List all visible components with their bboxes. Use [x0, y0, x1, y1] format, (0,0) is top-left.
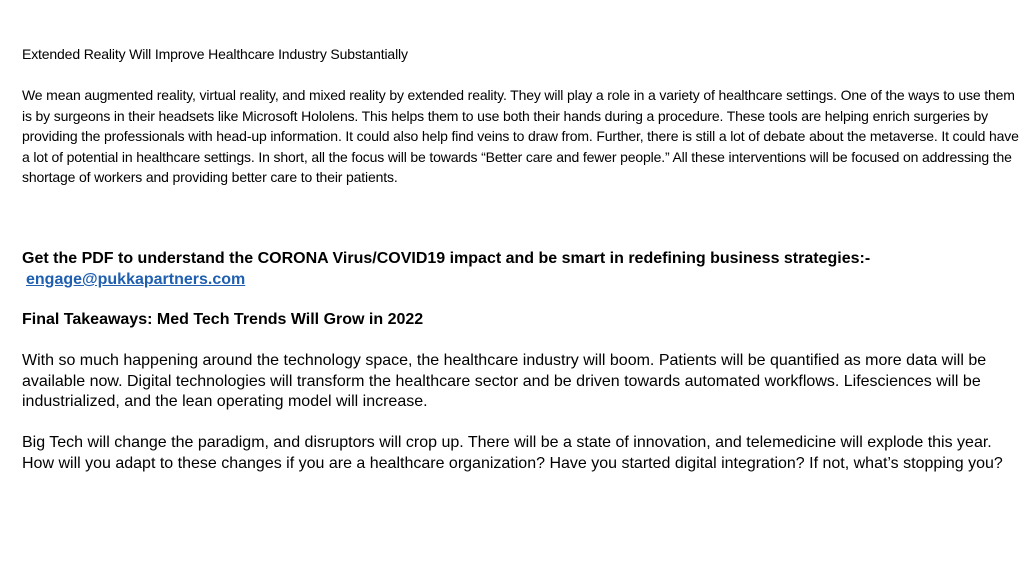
final-takeaways-heading: Final Takeaways: Med Tech Trends Will Grow in 2022 — [22, 311, 424, 328]
pdf-cta-text: Get the PDF to understand the CORONA Virus/COVID19 impact and be smart in redefining business strategies:- — [22, 250, 871, 267]
email-line — [22, 270, 245, 291]
extended-reality-heading: Extended Reality Will Improve Healthcare Industry Substantially — [22, 46, 408, 62]
final-takeaways-paragraph-2: Big Tech will change the paradigm, and disruptors will crop up. There will be a state of innovation, and telemedicine will explode this year. How will you adapt to these changes if you are a healthcare organization? Have you started digital integration? If not, what’s stopping you? — [22, 434, 1003, 472]
extended-reality-paragraph: We mean augmented reality, virtual reality, and mixed reality by extended reality. They will play a role in a variety of healthcare settings. One of the ways to use them is by surgeons in their headsets like Microsoft Hololens. This helps them to use both their hands during a procedure. These tools are helping enrich surgeries by providing the professionals with head-up information. It could also help find veins to draw from. Further, there is still a lot of debate about the metaverse. It could have a lot of potential in healthcare settings. In short, all the focus will be towards “Better care and fewer people.” All these interventions will be focused on addressing the shortage of workers and providing better care to their patients. — [22, 87, 1019, 185]
email-link[interactable]: engage@pukkapartners.com — [26, 271, 246, 288]
final-takeaways-paragraph-1: With so much happening around the technology space, the healthcare industry will boom. Patients will be quantified as more data will be available now. Digital technologies will transform the healthcare sector and be driven towards automated workflows. Lifesciences will be industrialized, and the lean operating model will increase. — [22, 352, 987, 410]
